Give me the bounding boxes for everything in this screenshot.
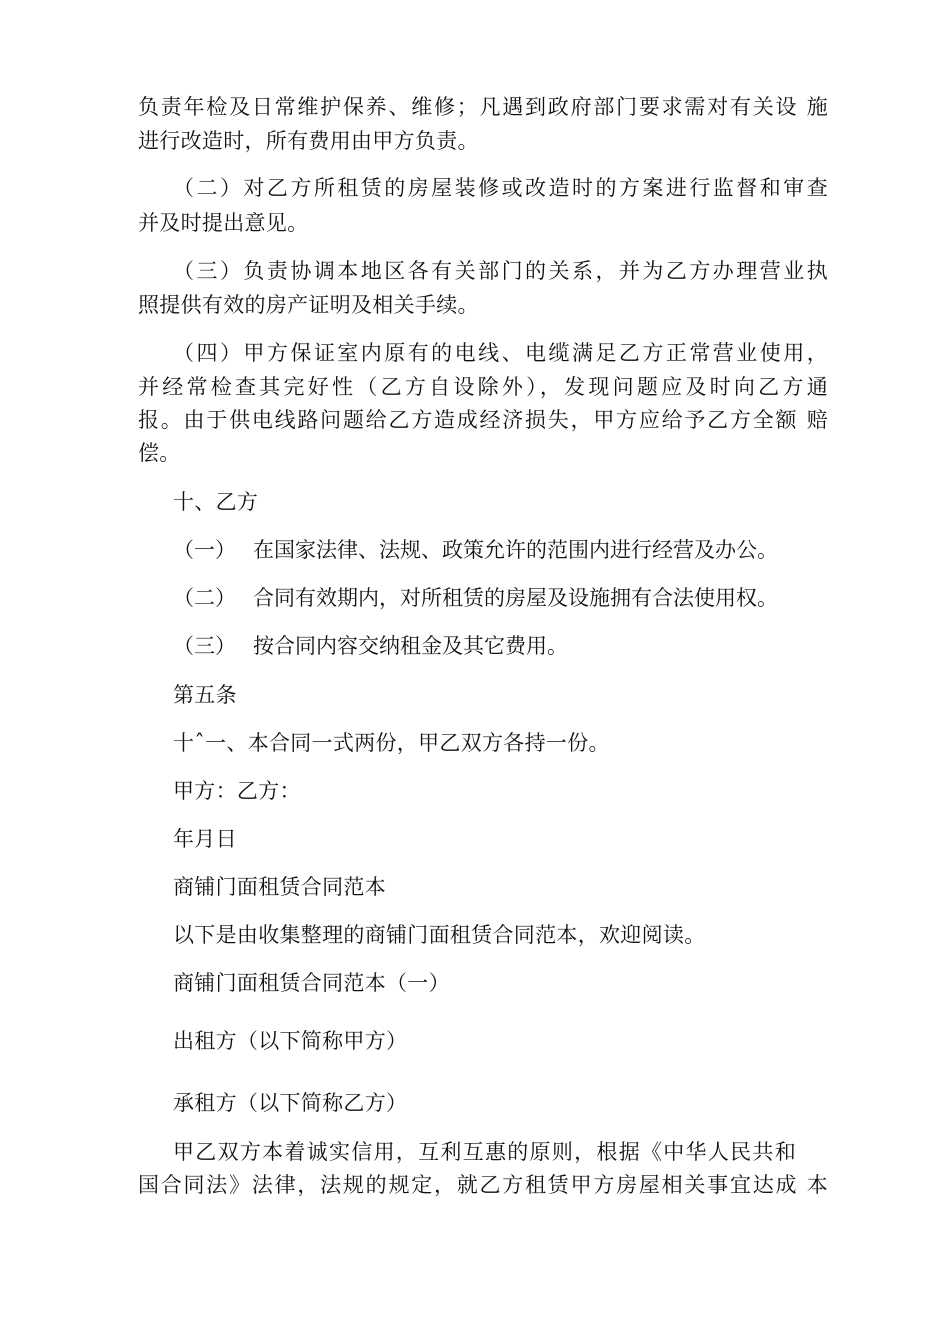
list-item [173,631,568,661]
p4-line1: （四）甲方保证室内原有的电线、电缆满足乙方正常营业使用， [173,341,828,365]
p5-line1: 甲乙双方本着诚实信用，互利互惠的原则，根据《中华人民共和 [173,1140,796,1164]
parties-line: 甲方：乙方： [173,779,301,803]
p3-line2: 照提供有效的房产证明及相关手续。 [138,293,479,317]
p4-line2: 并经常检查其完好性（乙方自设除外），发现问题应及时向乙方通 [138,375,828,399]
list-item-text: 按合同内容交纳租金及其它费用。 [253,634,568,658]
list-item-text: 在国家法律、法规、政策允许的范围内进行经营及办公。 [253,538,778,562]
document-title: 商铺门面租赁合同范本 [173,875,386,899]
p2-line2: 并及时提出意见。 [138,211,309,235]
lessor-line: 出租方（以下简称甲方） [173,1029,408,1053]
p5-line2: 国合同法》法律，法规的规定，就乙方租赁甲方房屋相关事宜达成 本 [138,1173,828,1197]
lessee-line: 承租方（以下简称乙方） [173,1091,408,1115]
p4-line3: 报。由于供电线路问题给乙方造成经济损失，甲方应给予乙方全额 赔 [138,408,828,432]
p1-line1: 负责年检及日常维护保养、维修；凡遇到政府部门要求需对有关设 施 [138,95,828,119]
p1-line2: 进行改造时，所有费用由甲方负责。 [138,129,479,153]
date-line: 年月日 [173,827,237,851]
article-5-heading: 第五条 [173,683,237,707]
section-11-text: 十ˆ一、本合同一式两份，甲乙双方各持一份。 [173,731,610,755]
list-item-number: （三） [173,634,236,658]
p3-line1: （三）负责协调本地区各有关部门的关系，并为乙方办理营业执 [173,259,828,283]
p2-line1: （二）对乙方所租赁的房屋装修或改造时的方案进行监督和审查 [173,176,828,200]
contract-subtitle: 商铺门面租赁合同范本（一） [173,971,450,995]
list-item [173,535,778,565]
list-item-number: （二） [173,586,236,610]
section-10-heading: 十、乙方 [173,490,259,514]
list-item-text: 合同有效期内，对所租赁的房屋及设施拥有合法使用权。 [253,586,778,610]
p4-line4: 偿。 [138,441,181,465]
list-item-number: （一） [173,538,236,562]
list-item [173,583,778,613]
intro-text: 以下是由收集整理的商铺门面租赁合同范本，欢迎阅读。 [173,923,706,947]
